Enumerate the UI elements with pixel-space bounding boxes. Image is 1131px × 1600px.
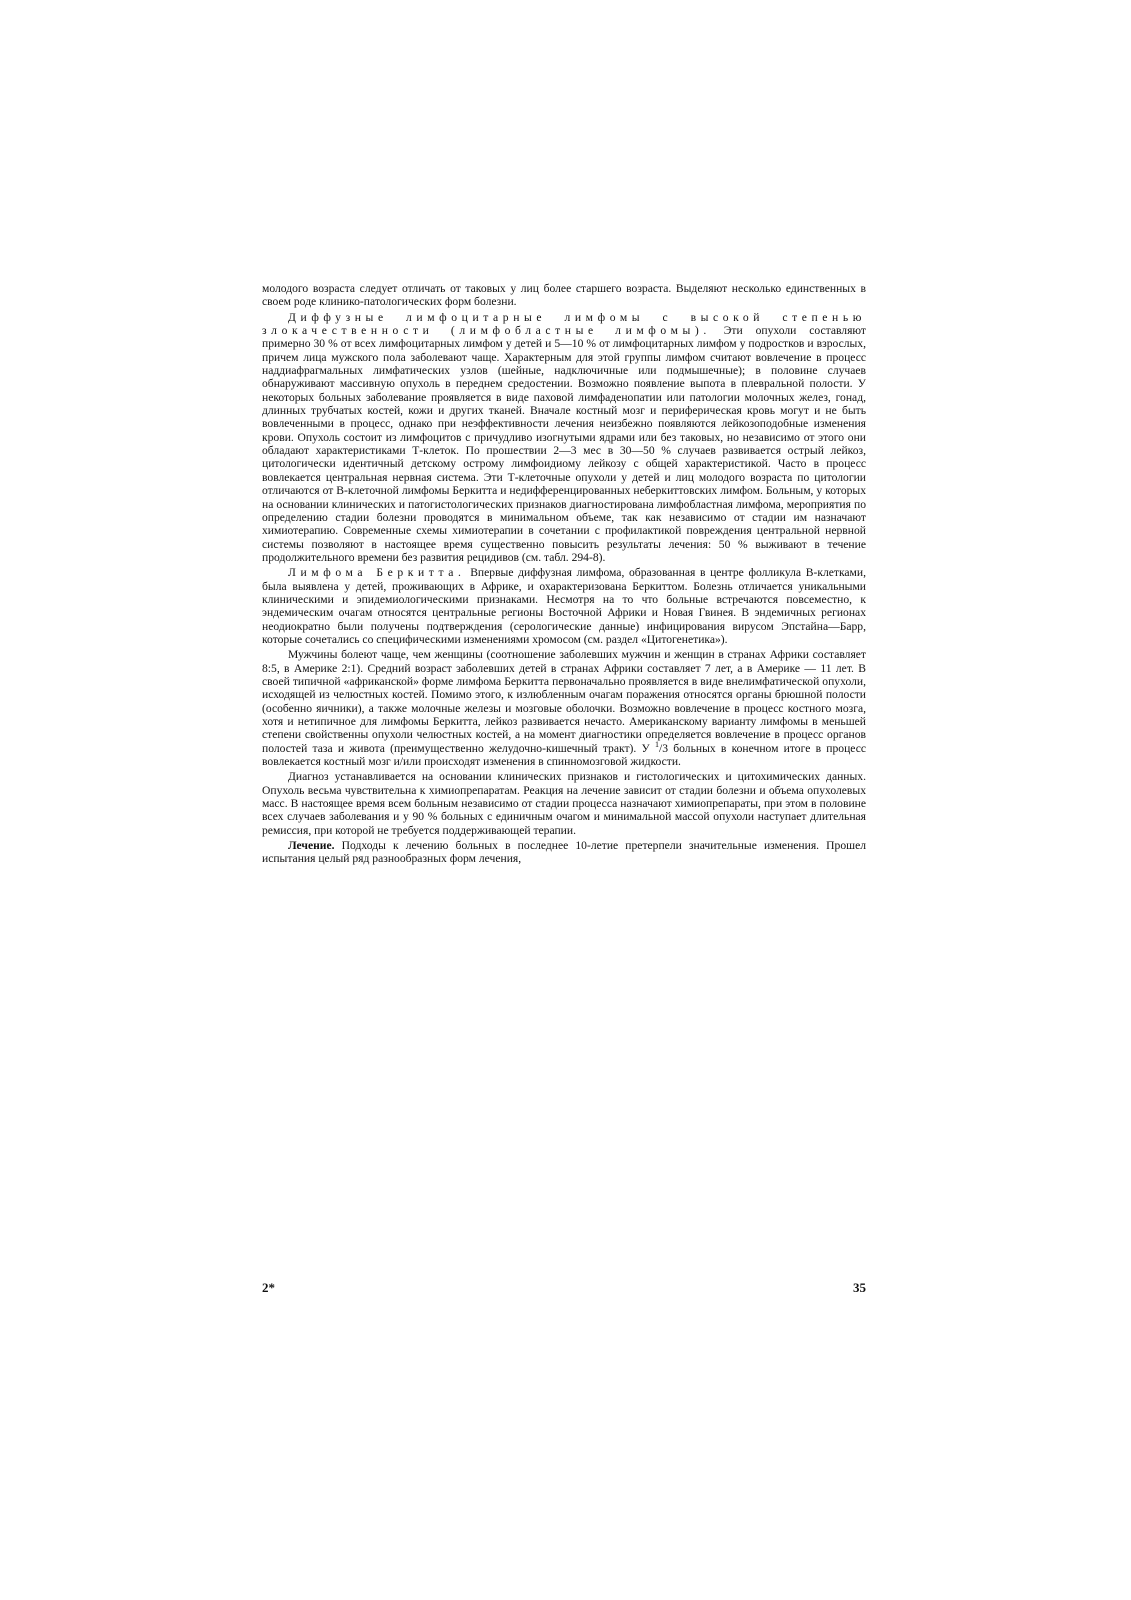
paragraph-epidemiology-body: Мужчины болеют чаще, чем женщины (соотношение заболевших мужчин и женщин в странах Африки составляет 8:5, в Америке 2:1). Средний возраст заболевших детей в странах Африки составляет 7 лет, а в Америке — 11 лет. В своей типичной «африканской» форме лимфома Беркитта первоначально проявляется в виде внелимфатической опухоли, исходящей из челюстных костей. Помимо этого, к излюбленным очагам поражения относятся органы брюшной полости (особенно яичники), а также молочные железы и мозговые оболочки. Возможно вовлечение в процесс костного мозга, хотя и нетипичное для лимфомы Беркитта, лейкоз развивается нечасто. Американскому варианту лимфомы в меньшей степени свойственны опухоли челюстных костей, а на момент диагностики определяется вовлечение в процесс органов полостей таза и живота (преимущественно желудочно-кишечный тракт). xyxy=(262,648,866,755)
section-heading-lymphoblastic: Диффузные лимфоцитарные лимфомы с высокой степенью злокачественности (лимфобластные лимфомы). xyxy=(262,310,866,338)
paragraph-lymphoblastic xyxy=(262,311,866,565)
paragraph-lymphoblastic-body: Эти опухоли составляют примерно 30 % от всех лимфоцитарных лимфом у детей и 5—10 % от лимфоцитарных лимфом у подростков и взрослых, причем лица мужского пола заболевают чаще. Характерным для этой группы лимфом считают вовлечение в процесс наддиафрагмальных лимфатических узлов (шейные, надключичные или подмышечные); в половине случаев обнаруживают массивную опухоль в переднем средостении. Возможно появление выпота в плевральной полости. У некоторых больных заболевание проявляется в виде паховой лимфаденопатии или патологии молочных желез, гонад, длинных трубчатых костей, кожи и других тканей. Вначале костный мозг и периферическая кровь могут и не быть вовлеченными в процесс, однако при неэффективности лечения неизбежно появляются лейкозоподобные изменения крови. Опухоль состоит из лимфоцитов с причудливо изогнутыми ядрами или без таковых, но независимо от этого они обладают характеристиками Т-клеток. По прошествии 2—3 мес в 30—50 % случаев развивается острый лейкоз, цитологически идентичный детскому острому лимфоидиому лейкозу с общей характеристикой. Часто в процесс вовлекается центральная нервная система. Эти Т-клеточные опухоли у детей и лиц молодого возраста по цитологии отличаются от В-клеточной лимфомы Беркитта и недифференцированных неберкиттовских лимфом. Больным, у которых на основании клинических и патогистологических признаков диагностирована лимфобластная лимфома, мероприятия по определению стадии болезни проводятся в минимальном объеме, так как независимо от стадии им назначают химиотерапию. Современные схемы химиотерапии в сочетании с профилактикой повреждения центральной нервной системы позволяют в настоящее время существенно повысить результаты лечения: 50 % выживают в течение продолжительного времени без развития рецидивов (см. табл. 294-8). xyxy=(262,324,866,564)
paragraph-intro: молодого возраста следует отличать от таковых у лиц более старшего возраста. Выделяют несколько единственных в своем роде клинико-патологических форм болезни. xyxy=(262,282,866,309)
fraction-numerator: 1 xyxy=(654,739,659,749)
fraction-denominator: /3 xyxy=(658,741,669,755)
page-body xyxy=(262,282,866,866)
fraction-prefix: У xyxy=(641,741,655,755)
section-heading-treatment: Лечение. xyxy=(288,839,335,853)
page-number: 35 xyxy=(853,1280,866,1295)
section-heading-burkitt: Лимфома Беркитта. xyxy=(288,566,466,580)
paragraph-burkitt xyxy=(262,566,866,646)
paragraph-treatment xyxy=(262,839,866,866)
paragraph-epidemiology xyxy=(262,648,866,768)
paragraph-epidemiology-tail: больных в конечном итоге в процесс вовлекается костный мозг и/или происходят изменения в спинномозговой жидкости. xyxy=(262,741,866,769)
paragraph-treatment-body: Подходы к лечению больных в последнее 10-летие претерпели значительные изменения. Прошел испытания целый ряд разнообразных форм лечения, xyxy=(262,839,866,866)
paragraph-burkitt-body: Впервые диффузная лимфома, образованная в центре фолликула В-клетками, была выявлена у детей, проживающих в Африке, и охарактеризована Беркиттом. Болезнь отличается уникальными клиническими и эпидемиологическими признаками. Несмотря на то что больные встречаются повсеместно, к эндемическим очагам относятся центральные регионы Восточной Африки и Новая Гвинея. В эндемичных регионах неодиократно были получены подтверждения (серологические данные) инфицирования вирусом Эпстайна—Барр, которые сочетались со специфическими изменениями хромосом (см. раздел «Цитогенетика»). xyxy=(262,566,866,646)
paragraph-diagnosis: Диагноз устанавливается на основании клинических признаков и гистологических и цитохимических данных. Опухоль весьма чувствительна к химиопрепаратам. Реакция на лечение зависит от стадии болезни и объема опухолевых масс. В настоящее время всем больным независимо от стадии процесса назначают химиопрепараты, при этом в половине всех случаев заболевания и у 90 % больных с единичным очагом и минимальной массой опухоли наступает длительная ремиссия, при которой не требуется поддерживающей терапии. xyxy=(262,770,866,837)
signature-mark: 2* xyxy=(262,1280,275,1295)
